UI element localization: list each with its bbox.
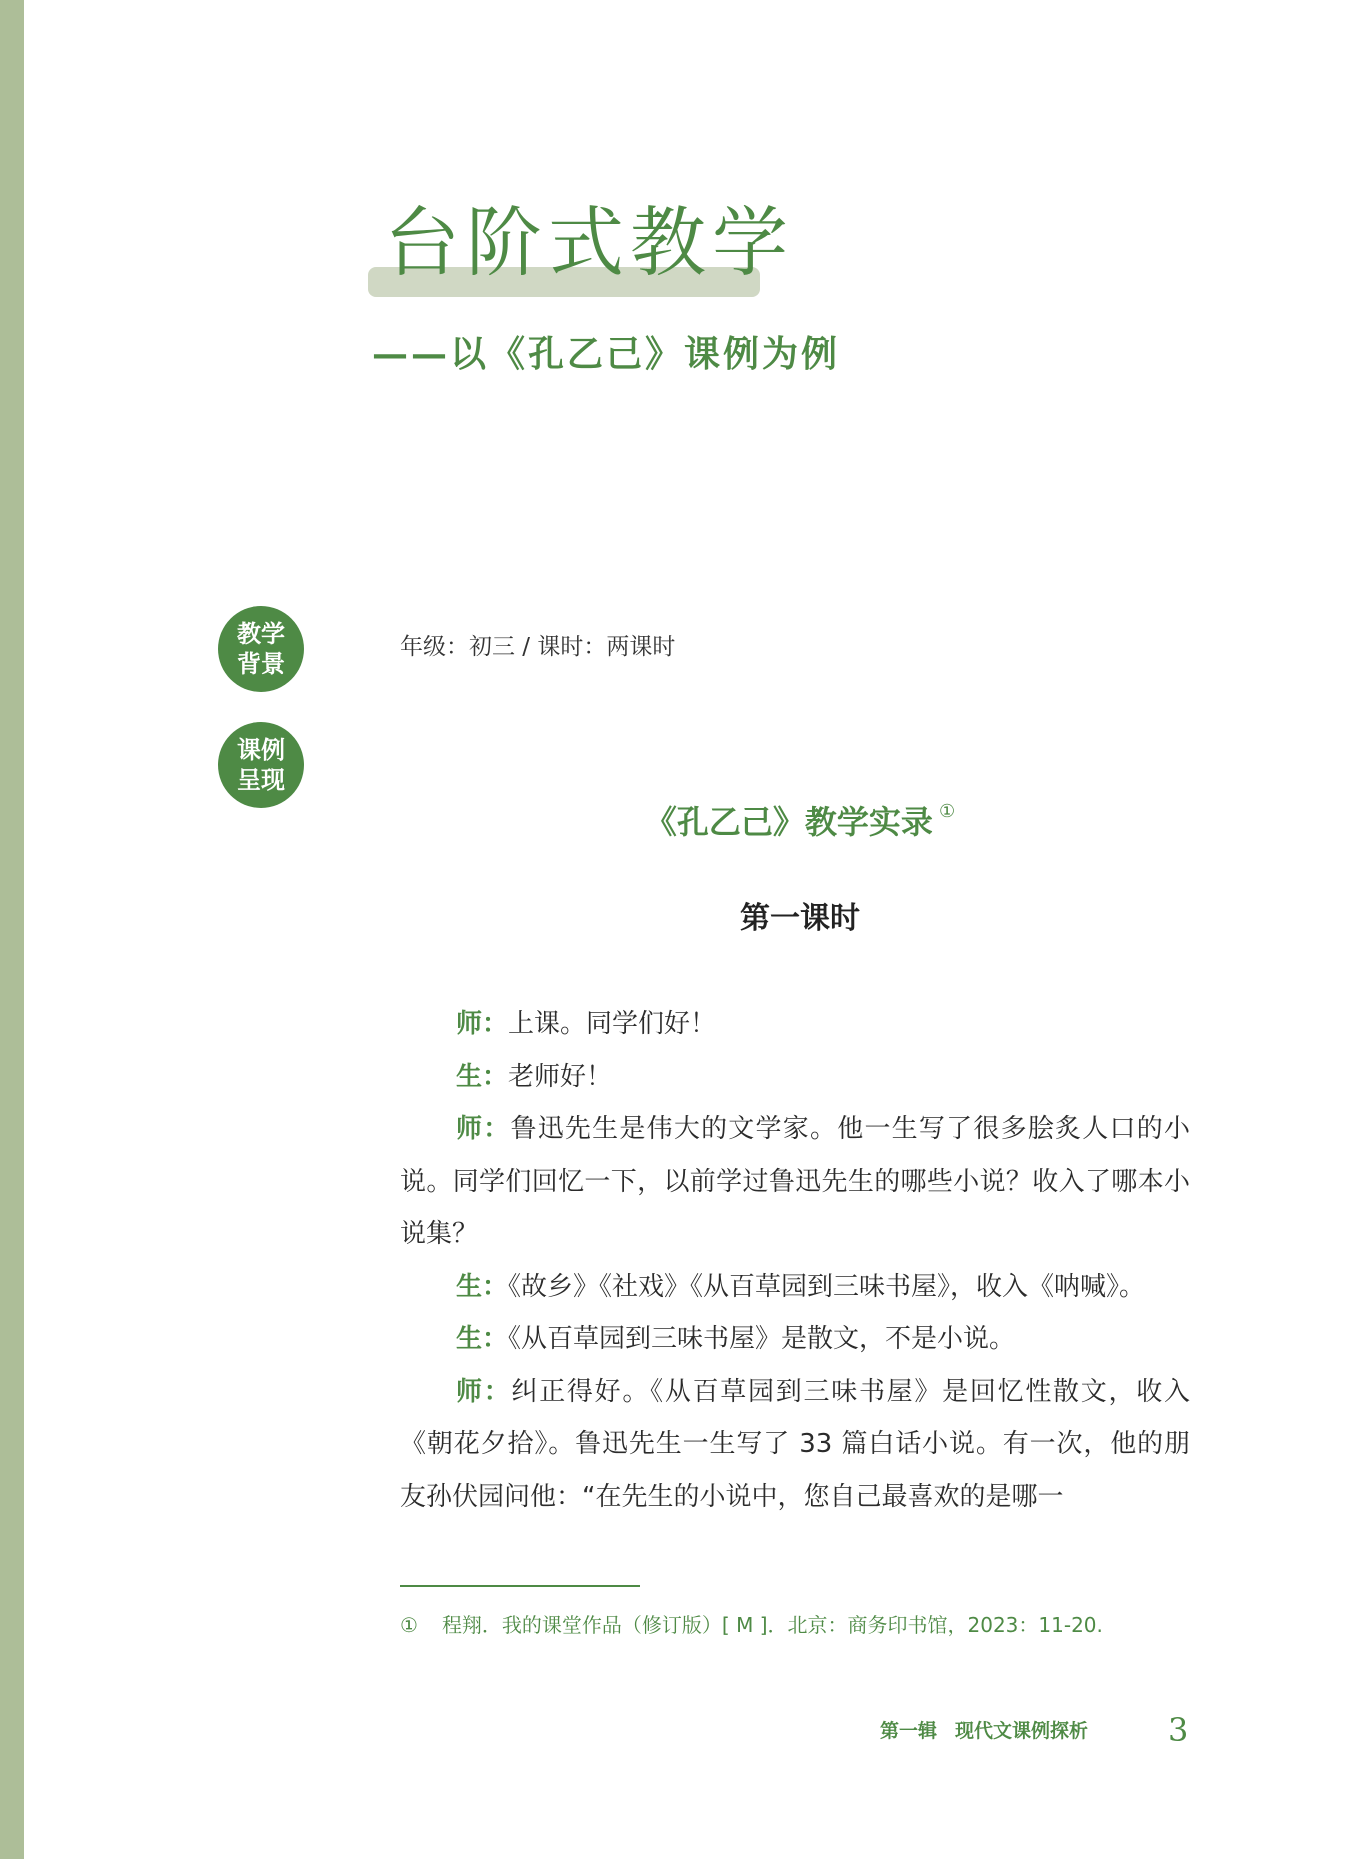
speaker-label: 师：: [456, 1376, 512, 1407]
dialogue-line: [400, 1261, 1190, 1314]
dialogue-text: 上课。同学们好！: [508, 1009, 717, 1039]
record-title: [400, 790, 1200, 844]
speaker-label: 师：: [456, 1009, 509, 1039]
dialogue-text: 老师好！: [508, 1061, 613, 1092]
running-head: [880, 1716, 1088, 1746]
footnote-ref: ①: [938, 801, 956, 822]
dialogue-text: 《故乡》《社戏》《从百草园到三味书屋》，收入《呐喊》。: [508, 1271, 1146, 1302]
footnote-divider: [400, 1585, 640, 1587]
dialogue-text: 鲁迅先生是伟大的文学家。他一生写了很多脍炙人口的小说。同学们回忆一下，以前学过鲁迅先生的哪些小说？收入了哪本小说集？: [400, 1114, 1190, 1249]
dialogue: [400, 998, 1190, 1523]
badge-teaching-background: [218, 606, 304, 692]
speaker-label: 生：: [456, 1061, 509, 1092]
dialogue-text: 纠正得好。《从百草园到三味书屋》是回忆性散文，收入《朝花夕拾》。鲁迅先生一生写了 33 篇白话小说。有一次，他的朋友孙伏园问他：“在先生的小说中，您自己最喜欢的是哪一: [400, 1376, 1190, 1512]
footnote: [400, 1610, 1103, 1640]
badge-case-presentation: [218, 722, 304, 808]
running-head-section: 现代文课例探析: [955, 1720, 1089, 1742]
badge-teaching-background-label: 教学背景: [237, 620, 285, 678]
page-subtitle: ——以《孔乙己》课例为例: [372, 333, 841, 375]
dialogue-line: [400, 1366, 1190, 1524]
dialogue-text: 《从百草园到三味书屋》是散文，不是小说。: [508, 1324, 1016, 1354]
speaker-label: 生：: [456, 1324, 509, 1354]
lesson-title: 第一课时: [740, 901, 860, 936]
dialogue-line: [400, 998, 1190, 1051]
footnote-mark: ①: [400, 1613, 418, 1637]
dialogue-line: [400, 1313, 1190, 1366]
badge-case-presentation-label: 课例呈现: [237, 736, 285, 794]
page-number: 3: [1168, 1711, 1189, 1749]
record-title-text: 《孔乙己》教学实录: [644, 803, 933, 841]
speaker-label: 师：: [456, 1114, 511, 1144]
page-title: 台阶式教学: [384, 198, 794, 287]
running-head-volume: 第一辑: [880, 1720, 938, 1742]
side-color-bar: [0, 0, 24, 1859]
grade-info: 年级：初三 / 课时：两课时: [400, 634, 676, 660]
dialogue-line: [400, 1051, 1190, 1104]
speaker-label: 生：: [456, 1271, 509, 1302]
title-block: [368, 195, 794, 305]
footnote-text: 程翔．我的课堂作品（修订版）[ M ]．北京：商务印书馆，2023：11-20.: [441, 1613, 1103, 1637]
dialogue-line: [400, 1103, 1190, 1261]
